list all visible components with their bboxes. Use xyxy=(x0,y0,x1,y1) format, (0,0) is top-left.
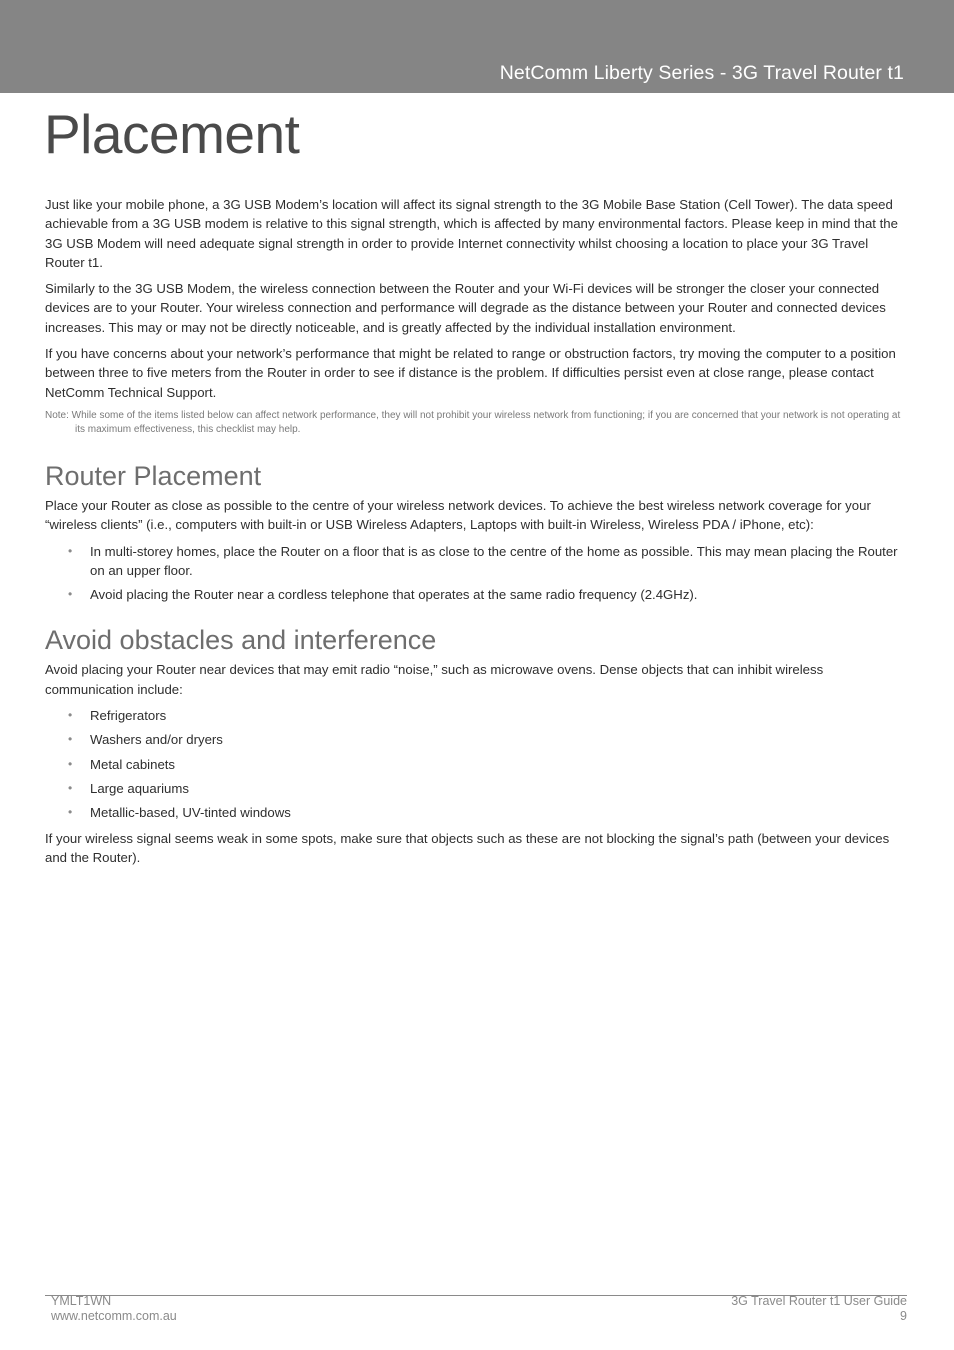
bullet-icon: • xyxy=(68,587,73,602)
obstacles-closing: If your wireless signal seems weak in some spots, make sure that objects such as these are not blocking the signal’s path (between your devices and the Router). xyxy=(45,830,890,865)
note-text: Note: While some of the items listed below can affect network performance, they will not prohibit your wireless network from functioning; if you are concerned that your network is not operating at its maximum effectiveness, this checklist may help. xyxy=(45,409,901,436)
intro-paragraph-1: Just like your mobile phone, a 3G USB Modem’s location will affect its signal strength to the 3G Mobile Base Station (Cell Tower). The data speed achievable from a 3G USB modem is relative to this signal strength, which is affected by many environmental factors. Please keep in mind that the 3G USB Modem will need adequate signal strength in order to provide Internet connectivity whilst choosing a location to place your 3G Travel Router t1. xyxy=(45,197,898,270)
intro-paragraph-3: If you have concerns about your network’s performance that might be related to range or obstruction factors, try moving the computer to a position between three to five meters from the Router in order to see if distance is the problem. If difficulties persist even at close range, please contact NetComm Technical Support. xyxy=(45,346,896,400)
list-item xyxy=(45,755,907,774)
main-content xyxy=(45,195,907,874)
list-item xyxy=(45,730,907,749)
list-item-text: Refrigerators xyxy=(90,708,167,724)
header-title: NetComm Liberty Series - 3G Travel Router t1 xyxy=(499,62,904,84)
footer-website-link[interactable]: www.netcomm.com.au xyxy=(51,1309,177,1323)
obstacles-list xyxy=(45,706,907,822)
list-item-text: Avoid placing the Router near a cordless telephone that operates at the same radio frequency (2.4GHz). xyxy=(90,587,698,603)
obstacles-heading: Avoid obstacles and interference xyxy=(45,625,437,656)
bullet-icon: • xyxy=(68,732,73,747)
router-placement-heading: Router Placement xyxy=(45,460,262,491)
page-title: Placement xyxy=(44,103,300,165)
footer-right xyxy=(731,1294,907,1324)
obstacles-intro: Avoid placing your Router near devices that may emit radio “noise,” such as microwave ovens. Dense objects that can inhibit wireless communication include: xyxy=(45,662,824,697)
list-item-text: Metallic-based, UV-tinted windows xyxy=(90,805,291,821)
list-item-text: Washers and/or dryers xyxy=(90,732,223,748)
bullet-icon: • xyxy=(68,780,73,795)
router-placement-list xyxy=(45,542,907,605)
footer-guide-title: 3G Travel Router t1 User Guide xyxy=(731,1294,907,1308)
list-item-text: Large aquariums xyxy=(90,780,189,796)
list-item xyxy=(45,706,907,725)
footer-left xyxy=(51,1294,177,1324)
bullet-icon: • xyxy=(68,708,73,723)
router-placement-intro: Place your Router as close as possible to the centre of your wireless network devices. To achieve the best wireless network coverage for your “wireless clients” (i.e., computers with built-in or USB Wireless Adapters, Laptops with built-in Wireless, Wireless PDA / iPhone, etc): xyxy=(45,497,871,533)
bullet-icon: • xyxy=(68,805,73,820)
list-item-text: In multi-storey homes, place the Router on a floor that is as close to the centre of the home as possible. This may mean placing the Router on an upper floor. xyxy=(90,543,898,578)
list-item xyxy=(45,585,907,604)
list-item xyxy=(45,803,907,822)
list-item-text: Metal cabinets xyxy=(90,756,176,772)
footer-model: YMLT1WN xyxy=(51,1294,112,1308)
header-bar xyxy=(0,0,954,93)
bullet-icon: • xyxy=(68,756,73,771)
list-item xyxy=(45,779,907,798)
intro-paragraph-2: Similarly to the 3G USB Modem, the wireless connection between the Router and your Wi-Fi devices will be stronger the closer your connected devices are to your Router. Your wireless connection and performance will degrade as the distance between your Router and connected devices increases. This may or may not be directly noticeable, and is greatly affected by the individual installation environment. xyxy=(45,281,886,335)
bullet-icon: • xyxy=(68,543,73,558)
list-item xyxy=(45,542,907,581)
page-number: 9 xyxy=(900,1309,907,1323)
